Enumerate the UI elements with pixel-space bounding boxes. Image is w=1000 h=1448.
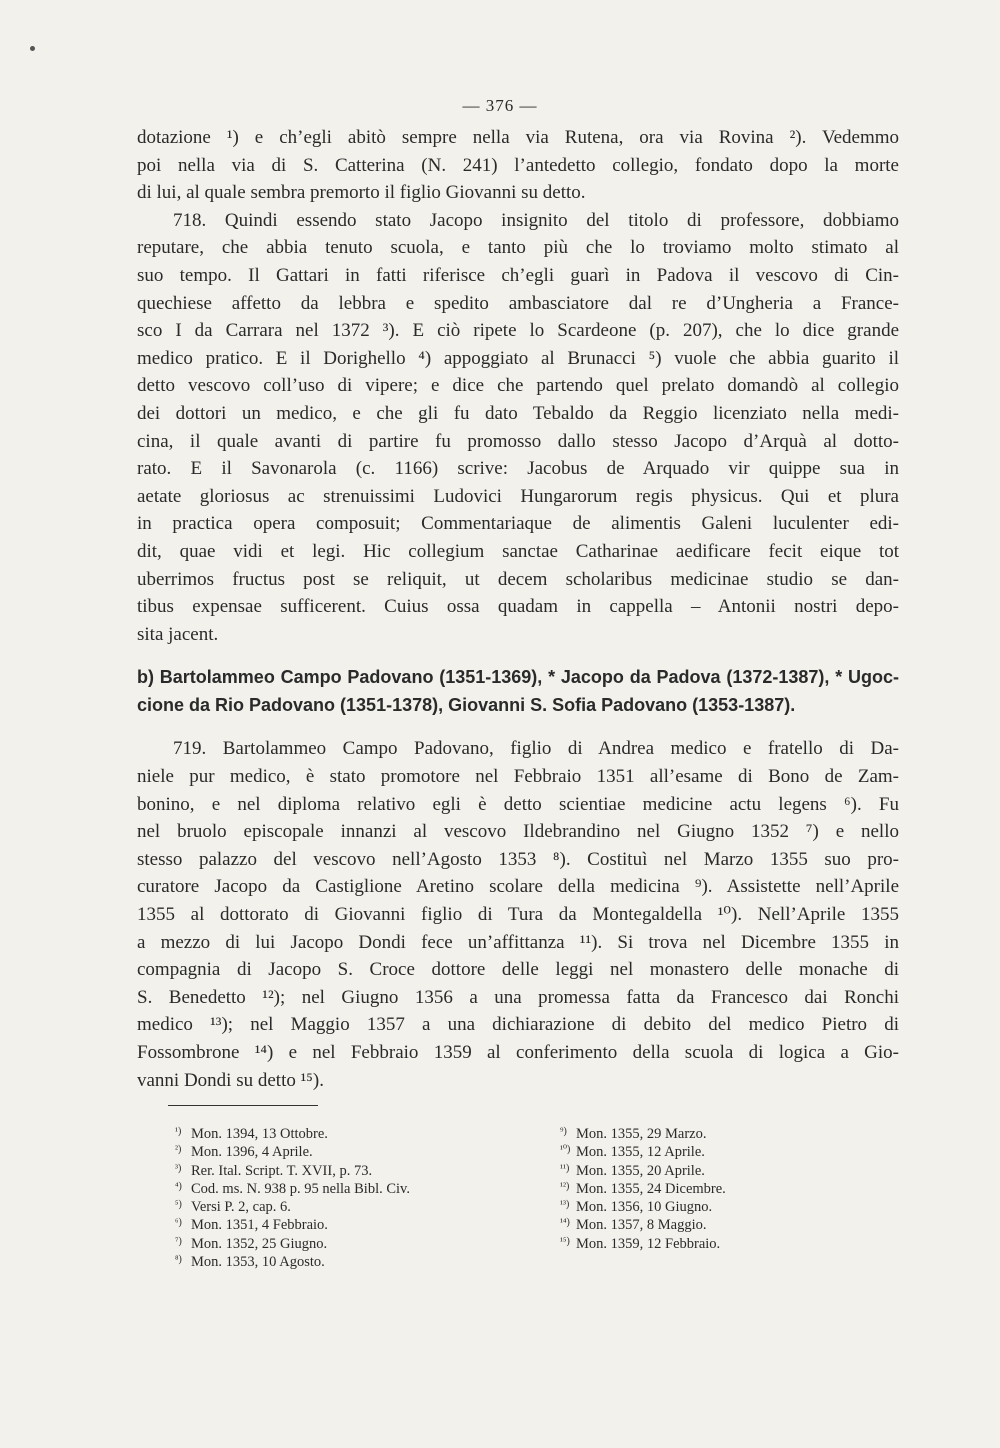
footnote-number: ⁵) bbox=[175, 1199, 182, 1211]
footnote-text: Mon. 1355, 20 Aprile. bbox=[576, 1162, 705, 1179]
text-line: sco I da Carrara nel 1372 ³). E ciò ripete lo Scardeone (p. 207), che lo dice grande bbox=[137, 320, 899, 342]
footnote-text: Mon. 1394, 13 Ottobre. bbox=[191, 1126, 328, 1142]
footnote-number: ⁴) bbox=[175, 1180, 182, 1192]
paragraph-719 bbox=[137, 735, 899, 1094]
footnote-number: ⁸) bbox=[175, 1254, 182, 1266]
footnote-number: ¹⁰) bbox=[560, 1144, 571, 1156]
footnote bbox=[560, 1198, 860, 1216]
text-line: nel bruolo episcopale innanzi al vescovo Ildebrandino nel Giugno 1352 ⁷) e nello bbox=[137, 821, 899, 843]
footnote-text: Versi P. 2, cap. 6. bbox=[191, 1199, 291, 1216]
footnotes-right bbox=[560, 1125, 860, 1253]
text-line: niele pur medico, è stato promotore nel Febbraio 1351 all’esame di Bono de Zam- bbox=[137, 766, 899, 788]
text-line: dei dottori un medico, e che gli fu dato Tebaldo da Reggio licenziato nella medi- bbox=[137, 402, 899, 424]
footnote-number: ⁶) bbox=[175, 1217, 182, 1229]
text-line: quechiese affetto da lebbra e spedito ambasciatore dal re d’Ungheria a France- bbox=[137, 292, 899, 314]
text-line: 1355 al dottorato di Giovanni figlio di Tura da Montegaldella ¹⁰). Nell’Aprile 1355 bbox=[137, 904, 899, 926]
text-line: compagnia di Jacopo S. Croce dottore delle leggi nel monastero delle monache di bbox=[137, 959, 899, 981]
text-line: a mezzo di lui Jacopo Dondi fece un’affittanza ¹¹). Si trova nel Dicembre 1355 in bbox=[137, 931, 899, 953]
footnote-number: ³) bbox=[175, 1162, 182, 1174]
text-line: tibus expensae sufficerent. Cuius ossa quadam in cappella – Antonii nostri depo- bbox=[137, 596, 899, 618]
footnote bbox=[175, 1125, 505, 1143]
footnote-text: Mon. 1352, 25 Giugno. bbox=[191, 1235, 328, 1252]
heading-line: b) Bartolammeo Campo Padovano (1351-1369), * Jacopo da Padova (1372-1387), * Ugoc- bbox=[137, 667, 899, 688]
footnote bbox=[560, 1235, 860, 1253]
text-line: in practica opera composuit; Commentariaque de alimentis Galeni luculenter edi- bbox=[137, 513, 899, 535]
text-line: cina, il quale avanti di partire fu promosso dallo stesso Jacopo d’Arquà al dotto- bbox=[137, 430, 899, 452]
text-line: medico ¹³); nel Maggio 1357 a una dichiarazione di debito del medico Pietro di bbox=[137, 1014, 899, 1036]
footnote bbox=[175, 1253, 505, 1271]
scan-speck bbox=[30, 46, 35, 51]
paragraph-718 bbox=[137, 207, 899, 649]
footnote-text: Rer. Ital. Script. T. XVII, p. 73. bbox=[191, 1162, 373, 1179]
text-line: vanni Dondi su detto ¹⁵). bbox=[137, 1069, 324, 1091]
footnote-divider bbox=[168, 1105, 318, 1106]
footnote-number: ⁹) bbox=[560, 1126, 567, 1137]
page-number: — 376 — bbox=[462, 96, 538, 115]
footnote-text: Mon. 1396, 4 Aprile. bbox=[191, 1144, 313, 1161]
footnote-number: ¹⁴) bbox=[560, 1217, 570, 1229]
footnote-text: Mon. 1355, 24 Dicembre. bbox=[576, 1180, 726, 1197]
footnote-text: Mon. 1353, 10 Agosto. bbox=[191, 1254, 325, 1271]
footnotes-left bbox=[175, 1125, 505, 1271]
text-line: detto vescovo coll’uso di vipere; e dice che partendo quel prelato domandò al collegio bbox=[137, 375, 899, 397]
text-line: medico pratico. E il Dorighello ⁴) appoggiato al Brunacci ⁵) vuole che abbia guarito il bbox=[137, 347, 899, 369]
text-line: rato. E il Savonarola (c. 1166) scrive: Jacobus de Arquado vir quippe sua in bbox=[137, 458, 899, 480]
text-line: stesso palazzo del vescovo nell’Agosto 1353 ⁸). Costituì nel Marzo 1355 suo pro- bbox=[137, 848, 899, 870]
footnote-text: Mon. 1359, 12 Febbraio. bbox=[576, 1235, 721, 1252]
footnote bbox=[175, 1143, 505, 1161]
paragraph-717 bbox=[137, 124, 899, 207]
footnote bbox=[560, 1180, 860, 1198]
footnote-text: Mon. 1355, 12 Aprile. bbox=[576, 1144, 705, 1161]
text-line: reputare, che abbia tenuto scuola, e tanto più che lo troviamo molto stimato al bbox=[137, 237, 899, 259]
footnote-text: Mon. 1357, 8 Maggio. bbox=[576, 1217, 707, 1234]
text-line: dotazione ¹) e ch’egli abitò sempre nella via Rutena, ora via Rovina ²). Vedemmo bbox=[137, 127, 899, 148]
footnote-number: ²) bbox=[175, 1144, 182, 1156]
text-line: sita jacent. bbox=[137, 623, 219, 645]
footnote-number: ¹³) bbox=[560, 1199, 570, 1211]
footnote-number: ¹¹) bbox=[560, 1162, 570, 1174]
footnote-number: ¹⁵) bbox=[560, 1235, 570, 1247]
heading-line: cione da Rio Padovano (1351-1378), Giovanni S. Sofia Padovano (1353-1387). bbox=[137, 694, 796, 715]
footnote bbox=[560, 1162, 860, 1180]
footnote bbox=[175, 1235, 505, 1253]
text-line: aetate gloriosus ac strenuissimi Ludovici Hungarorum regis physicus. Qui et plura bbox=[137, 485, 899, 507]
footnote-number: ¹²) bbox=[560, 1180, 570, 1192]
footnote-text: Mon. 1355, 29 Marzo. bbox=[576, 1126, 707, 1142]
footnote bbox=[175, 1180, 505, 1198]
footnote-text: Cod. ms. N. 938 p. 95 nella Bibl. Civ. bbox=[191, 1180, 410, 1197]
text-line: uberrimos fructus post se reliquit, ut decem scholaribus medicinae studio se dan- bbox=[137, 568, 899, 590]
footnote bbox=[175, 1216, 505, 1234]
main-text bbox=[137, 124, 899, 1094]
text-line: poi nella via di S. Catterina (N. 241) l’antedetto collegio, fondato dopo la morte bbox=[137, 154, 899, 176]
section-heading bbox=[137, 664, 899, 719]
text-line: 719. Bartolammeo Campo Padovano, figlio di Andrea medico e fratello di Da- bbox=[173, 738, 899, 760]
text-line: 718. Quindi essendo stato Jacopo insignito del titolo di professore, dobbiamo bbox=[173, 209, 899, 231]
text-line: curatore Jacopo da Castiglione Aretino scolare della medicina ⁹). Assistette nell’Aprile bbox=[137, 876, 899, 898]
footnote bbox=[560, 1216, 860, 1234]
text-line: suo tempo. Il Gattari in fatti riferisce ch’egli guarì in Padova il vescovo di Cin- bbox=[137, 264, 899, 286]
text-line: Fossombrone ¹⁴) e nel Febbraio 1359 al conferimento della scuola di logica a Gio- bbox=[137, 1042, 899, 1063]
text-line: S. Benedetto ¹²); nel Giugno 1356 a una promessa fatta da Francesco dai Ronchi bbox=[137, 986, 899, 1008]
text-line: bonino, e nel diploma relativo egli è detto scientiae medicine actu legens ⁶). Fu bbox=[137, 793, 899, 815]
text-line: di lui, al quale sembra premorto il figlio Giovanni su detto. bbox=[137, 182, 586, 204]
footnote-number: ¹) bbox=[175, 1126, 182, 1137]
footnote-text: Mon. 1351, 4 Febbraio. bbox=[191, 1217, 328, 1234]
footnote-number: ⁷) bbox=[175, 1235, 182, 1247]
text-line: dit, quae vidi et legi. Hic collegium sanctae Catharinae aedificare fecit eique tot bbox=[137, 540, 899, 562]
footnote bbox=[175, 1198, 505, 1216]
footnote bbox=[560, 1143, 860, 1161]
footnote bbox=[560, 1125, 860, 1143]
footnote bbox=[175, 1162, 505, 1180]
footnote-text: Mon. 1356, 10 Giugno. bbox=[576, 1199, 713, 1216]
